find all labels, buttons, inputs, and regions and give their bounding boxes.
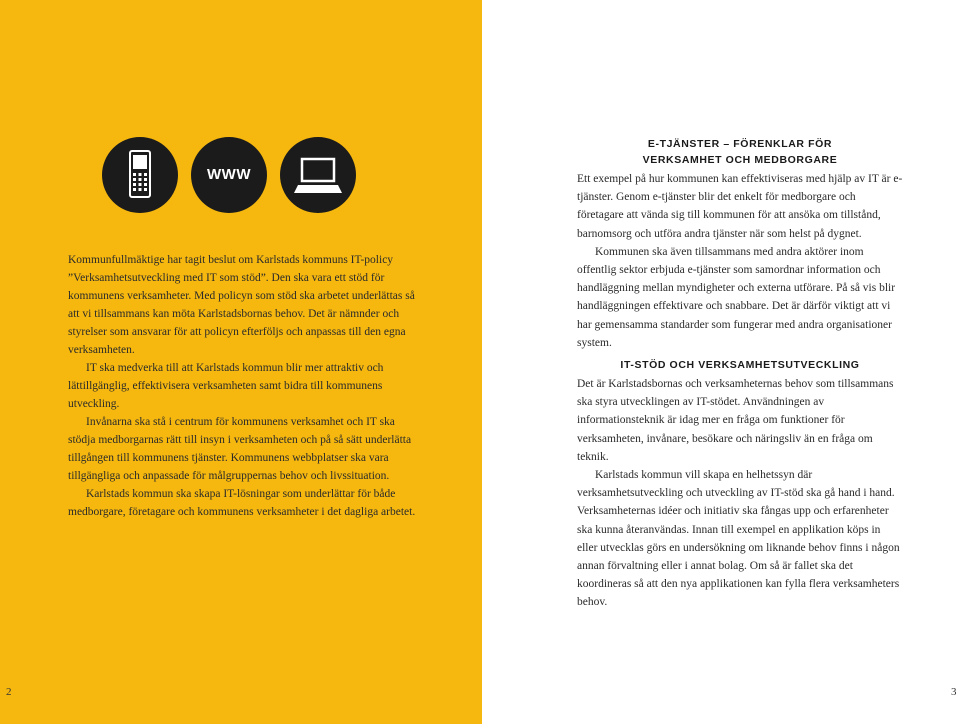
paragraph: Det är Karlstadsbornas och verksamheternas behov som tillsammans ska styra utvecklingen av IT-stödet. Användningen av informationsteknik är idag mer en fråga om funktioner för verksamheten, invånare, besökare och näringsliv än en fråga om teknik. [577,378,894,463]
paragraph: Kommunen ska även tillsammans med andra aktörer inom offentlig sektor erbjuda e-tjänster som samordnar information och handläggning mellan myndigheter och externa utförare. På så vis blir handläggningen effektivare och snabbare. Det är därför viktigt att vi har gemensamma standarder som fungerar med andra organisationer system. [577,245,896,349]
paragraph: Kommunfullmäktige har tagit beslut om Karlstads kommuns IT-policy ”Verksamhetsutveckling med IT som stöd”. Den ska vara ett stöd för kommunens verksamheter. Med policyn som stöd ska arbetet underlättas så att vi tillsammans kan möta Karlstadsbornas behov. Det är nämnder och styrelser som ansvarar för att policyn efterföljs och anpassas till den egna verksamheten. [68,254,415,356]
section-heading: IT-STÖD OCH VERKSAMHETSUTVECKLING [620,359,860,371]
left-body-text [68,251,418,521]
paragraph: Ett exempel på hur kommunen kan effektiviseras med hjälp av IT är e-tjänster. Genom e-tjänster blir det enkelt för medborgare och företagare att vända sig till kommunen för att ansöka om tillstånd, barnomsorg och utföra andra tjänster när som helst på dygnet. [577,173,903,240]
section-heading: VERKSAMHET OCH MEDBORGARE [642,154,838,166]
section-it-stod [577,357,903,612]
mobile-phone-icon [102,137,178,213]
paragraph: Karlstads kommun ska skapa IT-lösningar som underlättar för både medborgare, företagare och kommunens verksamheter i det dagliga arbetet. [68,488,416,518]
section-e-tjanster [577,136,903,352]
page-number-right: 3 [951,686,957,698]
laptop-icon [280,137,356,213]
www-icon [191,137,267,213]
paragraph: Invånarna ska stå i centrum för kommunens verksamhet och IT ska stödja medborgarnas rätt till insyn i verksamheten och på så sätt underlätta tillgången till kommunens tjänster. Kommunens webbplatser ska vara tillgängliga och anpassade för målgruppernas behov och livssituation. [68,416,412,482]
paragraph: Karlstads kommun vill skapa en helhetssyn där verksamhetsutveckling och utveckling av IT-stöd ska gå hand i hand. Verksamheternas idéer och initiativ ska fångas upp och erfarenheter ska kunna återanvändas. Innan till exempel en applikation köps in eller utvecklas görs en undersökning om liknande behov finns i någon annan förvaltning eller i annat bolag. Om så är fallet ska det koordineras så att den nya applikationen kan fylla flera verksamheters behov. [577,469,900,609]
section-heading: E-TJÄNSTER – FÖRENKLAR FÖR [647,138,833,150]
www-label: WWW [207,166,251,183]
page-number-left: 2 [6,686,12,698]
paragraph: IT ska medverka till att Karlstads kommun blir mer attraktiv och lättillgänglig, effektivisera verksamheten samt bidra till kommunens utveckling. [68,362,384,410]
